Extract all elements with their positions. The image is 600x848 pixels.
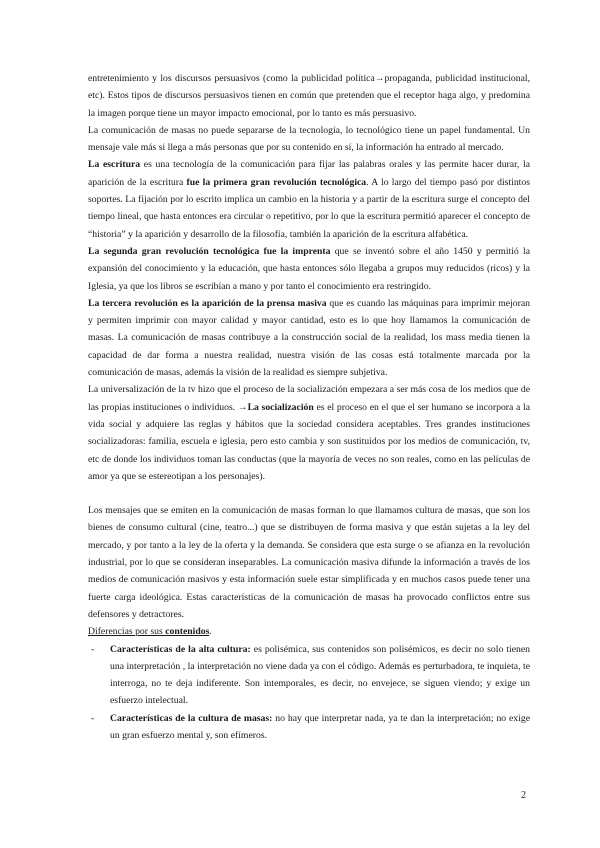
paragraph-technology: La comunicación de masas no puede separarse de la tecnología, lo tecnológico tiene un papel fundamental. Un mensaje vale más si llega a más personas que por su contenido en sí, la información ha entrado al mercado. bbox=[88, 124, 530, 154]
document-body bbox=[88, 70, 530, 744]
term-third-revolution: La tercera revolución es la aparición de la prensa masiva bbox=[88, 297, 327, 309]
dash-bullet: - bbox=[91, 712, 95, 724]
page-number: 2 bbox=[521, 790, 526, 801]
paragraph-persuasive-discourse: entretenimiento y los discursos persuasivos (como la publicidad política→propaganda, publicidad institucional, etc). Estos tipos de discursos persuasivos tienen en común que pretenden que el receptor haga algo, y predomina la imagen porque tiene un mayor impacto emocional, por lo tanto es más persuasivo. bbox=[88, 73, 530, 119]
term-first-revolution: fue la primera gran revolución tecnológica bbox=[186, 176, 367, 188]
term-writing: La escritura bbox=[88, 159, 141, 171]
paragraph-mass-press: La tercera revolución es la aparición de la prensa masiva que es cuando las máquinas para imprimir mejoran y permiten imprimir con mayor calidad y mayor cantidad, esto es lo que hoy llamamos la comunicación de masas. La comunicación de masas contribuye a la construcción social de la realidad, los mass media tienen la capacidad de dar forma a nuestra realidad, nuestra visión de las cosas está totalmente marcada por la comunicación de masas, además la visión de la realidad es siempre subjetiva. bbox=[88, 297, 530, 379]
term-socialization: La socialización bbox=[247, 401, 314, 413]
differences-list bbox=[88, 641, 530, 745]
term-high-culture: Características de la alta cultura: bbox=[110, 643, 251, 655]
dash-bullet: - bbox=[91, 643, 95, 655]
list-item: - Características de la alta cultura: es polisémica, sus contenidos son polisémicos, es decir no solo tienen una interpretación , la interpretación no viene dada ya con el código. Además es perturbadora, te inquieta, te interroga, no te deja indiferente. Son intemporales, es decir, no envejece, se siguen viendo; y exige un esfuerzo intelectual. bbox=[88, 641, 530, 710]
paragraph-mass-culture: Los mensajes que se emiten en la comunicación de masas forman lo que llamamos cultura de masas, que son los bienes de consumo cultural (cine, teatro...) que se distribuyen de forma masiva y que están sujetas a la ley del mercado, y por tanto a la ley de la oferta y la demanda. Se considera que esta surge o se afianza en la revolución industrial, por lo que se consideran inseparables. La comunicación masiva difunde la información a través de los medios de comunicación masivos y esta información suele estar simplificada y en muchos casos puede tener una fuerte carga ideológica. Estas características de la comunicación de masas ha provocado conflictos entre sus defensores y detractores. bbox=[88, 505, 530, 620]
paragraph-printing-press: La segunda gran revolución tecnológica fue la imprenta que se inventó sobre el año 1450 y permitió la expansión del conocimiento y la educación, que hasta entonces sólo llegaba a grupos muy reducidos (ricos) y la Iglesia, ya que los libros se escribían a mano y por tanto el conocimiento era restringido. bbox=[88, 245, 530, 292]
paragraph-socialization: La universalización de la tv hizo que el proceso de la socialización empezara a ser más cosa de los medios que de las propias instituciones o individuos. →La socialización es el proceso en el que el ser humano se incorpora a la vida social y adquiere las reglas y hábitos que la sociedad considera aceptables. Tres grandes instituciones socializadoras: familia, escuela e iglesia, pero esto cambia y son sustituidos por los medios de comunicación, tv, etc de donde los individuos toman las conductas (que la mayoría de veces no son reales, como en las películas de amor ya que se estereotipan a los personajes). bbox=[88, 384, 530, 482]
term-second-revolution: La segunda gran revolución tecnológica fue la imprenta bbox=[88, 245, 331, 257]
term-contents: contenidos bbox=[165, 626, 210, 638]
paragraph-writing: La escritura es una tecnología de la comunicación para fijar las palabras orales y las permite hacer durar, la aparición de la escritura fue la primera gran revolución tecnológica. A lo largo del tiempo pasó por distintos soportes. La fijación por lo escrito implica un cambio en la historia y a partir de la escritura surge el concepto del tiempo lineal, que hasta entonces era circular o repetitivo, por lo que la escritura permitió aparecer el concepto de “historia” y la aparición y desarrollo de la filosofía, también la aparición de la escritura alfabética. bbox=[88, 159, 530, 240]
term-mass-culture: Características de la cultura de masas: bbox=[110, 712, 273, 724]
list-item: - Características de la cultura de masas: no hay que interpretar nada, ya te dan la interpretación; no exige un gran esfuerzo mental y, son efímeros. bbox=[88, 710, 530, 745]
subheading-differences: Diferencias por sus contenidos. bbox=[88, 626, 212, 638]
paragraph-gap bbox=[88, 485, 530, 502]
